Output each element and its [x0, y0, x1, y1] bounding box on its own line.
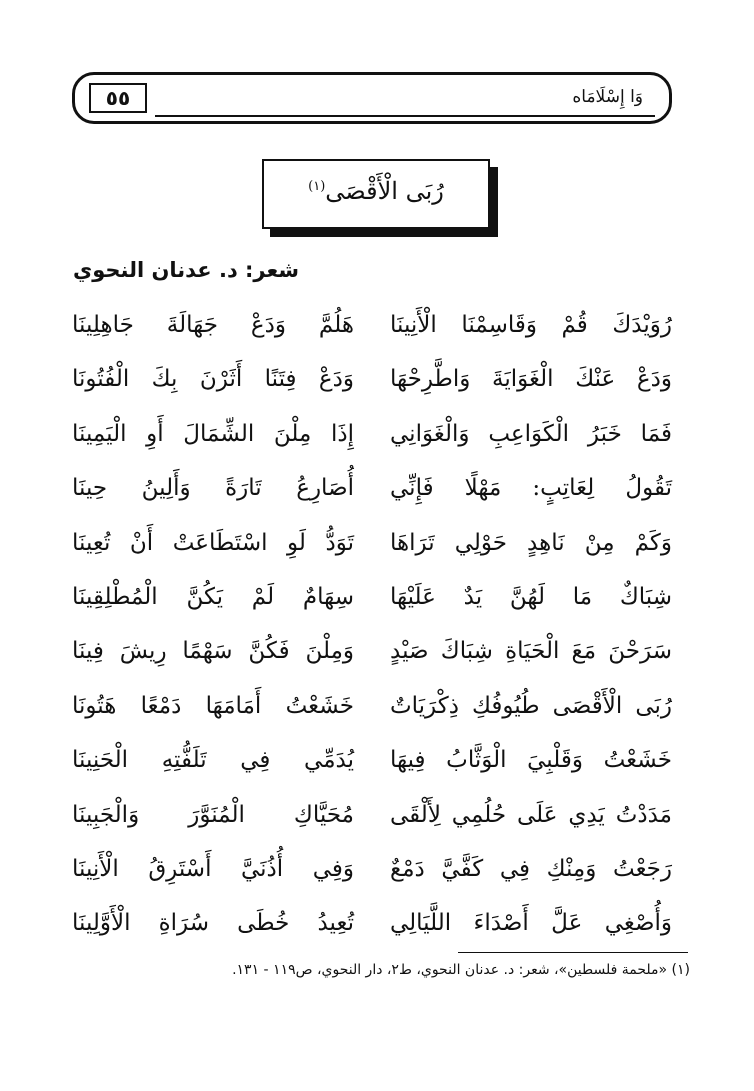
poem-verses: [72, 304, 672, 957]
verse-line: [72, 522, 672, 576]
verse-first-hemistich: فَمَا خَبَرُ الْكَوَاعِبِ وَالْغَوَانِي: [390, 420, 672, 447]
poem-title-box: [262, 159, 490, 229]
verse-second-hemistich: خَشَعْتُ أَمَامَهَا دَمْعًا هَتُونَا: [72, 692, 354, 719]
verse-line: [72, 794, 672, 848]
verse-line: [72, 413, 672, 467]
verse-second-hemistich: تَوَدُّ لَوِ اسْتَطَاعَتْ أَنْ تُعِينَا: [72, 529, 354, 556]
verse-first-hemistich: سَرَحْنَ مَعَ الْحَيَاةِ شِبَاكَ صَيْدٍ: [390, 638, 672, 665]
verse-line: [72, 304, 672, 358]
verse-first-hemistich: مَدَدْتُ يَدِي عَلَى حُلُمِي لِأَلْقَى: [390, 801, 672, 828]
footnote: (١) «ملحمة فلسطين»، شعر: د. عدنان النحوي، ط٢، دار النحوي، ص١١٩ - ١٣١.: [232, 962, 690, 978]
verse-second-hemistich: أُصَارِعُ تَارَةً وَأَلِينُ حِينَا: [72, 475, 354, 502]
page-number: ٥٥: [89, 83, 147, 113]
verse-second-hemistich: إِذَا مِلْنَ الشِّمَالَ أَوِ الْيَمِينَا: [72, 420, 354, 447]
verse-first-hemistich: خَشَعْتُ وَقَلْبِيَ الْوَثَّابُ فِيهَا: [390, 747, 672, 774]
footnote-marker: (١): [308, 179, 326, 194]
poem-title-text: رُبَى الْأَقْصَى: [325, 177, 444, 205]
verse-line: [72, 630, 672, 684]
verse-line: [72, 467, 672, 521]
verse-second-hemistich: يُدَمِّي فِي تَلَفُّتِهِ الْحَنِينَا: [72, 747, 354, 774]
verse-line: [72, 358, 672, 412]
verse-line: [72, 576, 672, 630]
verse-first-hemistich: وَدَعْ عَنْكَ الْغَوَايَةَ وَاطَّرِحْهَا: [390, 366, 672, 393]
footnote-separator: [458, 952, 688, 953]
verse-line: [72, 902, 672, 956]
verse-line: [72, 685, 672, 739]
verse-first-hemistich: وَأُصْغِي عَلَّ أَصْدَاءَ اللَّيَالِي: [390, 910, 672, 937]
verse-second-hemistich: وَمِلْنَ فَكُنَّ سَهْمًا رِيشَ فِينَا: [72, 638, 354, 665]
verse-first-hemistich: رُوَيْدَكَ قُمْ وَقَاسِمْنَا الْأَنِينَا: [390, 312, 672, 338]
verse-second-hemistich: وَفِي أُذُنَيَّ أَسْتَرِقُ الْأَنِينَا: [72, 855, 354, 882]
verse-second-hemistich: سِهَامٌ لَمْ يَكُنَّ الْمُطْلِقِينَا: [72, 583, 354, 610]
verse-second-hemistich: مُحَيَّاكِ الْمُنَوَّرَ وَالْجَبِينَا: [72, 801, 354, 828]
verse-line: [72, 848, 672, 902]
page-header: [72, 72, 672, 124]
poet-credit: شعر: د. عدنان النحوي: [72, 258, 299, 282]
verse-first-hemistich: وَكَمْ مِنْ نَاهِدٍ حَوْلِي تَرَاهَا: [390, 529, 672, 556]
verse-first-hemistich: شِبَاكٌ مَا لَهُنَّ يَدٌ عَلَيْهَا: [390, 583, 672, 610]
verse-second-hemistich: وَدَعْ فِتَنًا أَثَرْنَ بِكَ الْفُتُونَا: [72, 366, 354, 393]
poem-title: [264, 177, 488, 205]
verse-line: [72, 739, 672, 793]
verse-first-hemistich: تَقُولُ لِعَاتِبٍ: مَهْلًا فَإِنِّي: [390, 475, 672, 502]
verse-second-hemistich: هَلُمَّ وَدَعْ جَهَالَةَ جَاهِلِينَا: [72, 312, 354, 338]
verse-first-hemistich: رَجَعْتُ وَمِنْكِ فِي كَفَّيَّ دَمْعٌ: [390, 855, 672, 882]
running-title: وَا إِسْلَامَاه: [572, 87, 643, 107]
verse-first-hemistich: رُبَى الْأَقْصَى طُيُوفُكِ ذِكْرَيَاتٌ: [390, 692, 672, 719]
verse-second-hemistich: تُعِيدُ خُطَى سُرَاةِ الْأَوَّلِينَا: [72, 910, 354, 937]
